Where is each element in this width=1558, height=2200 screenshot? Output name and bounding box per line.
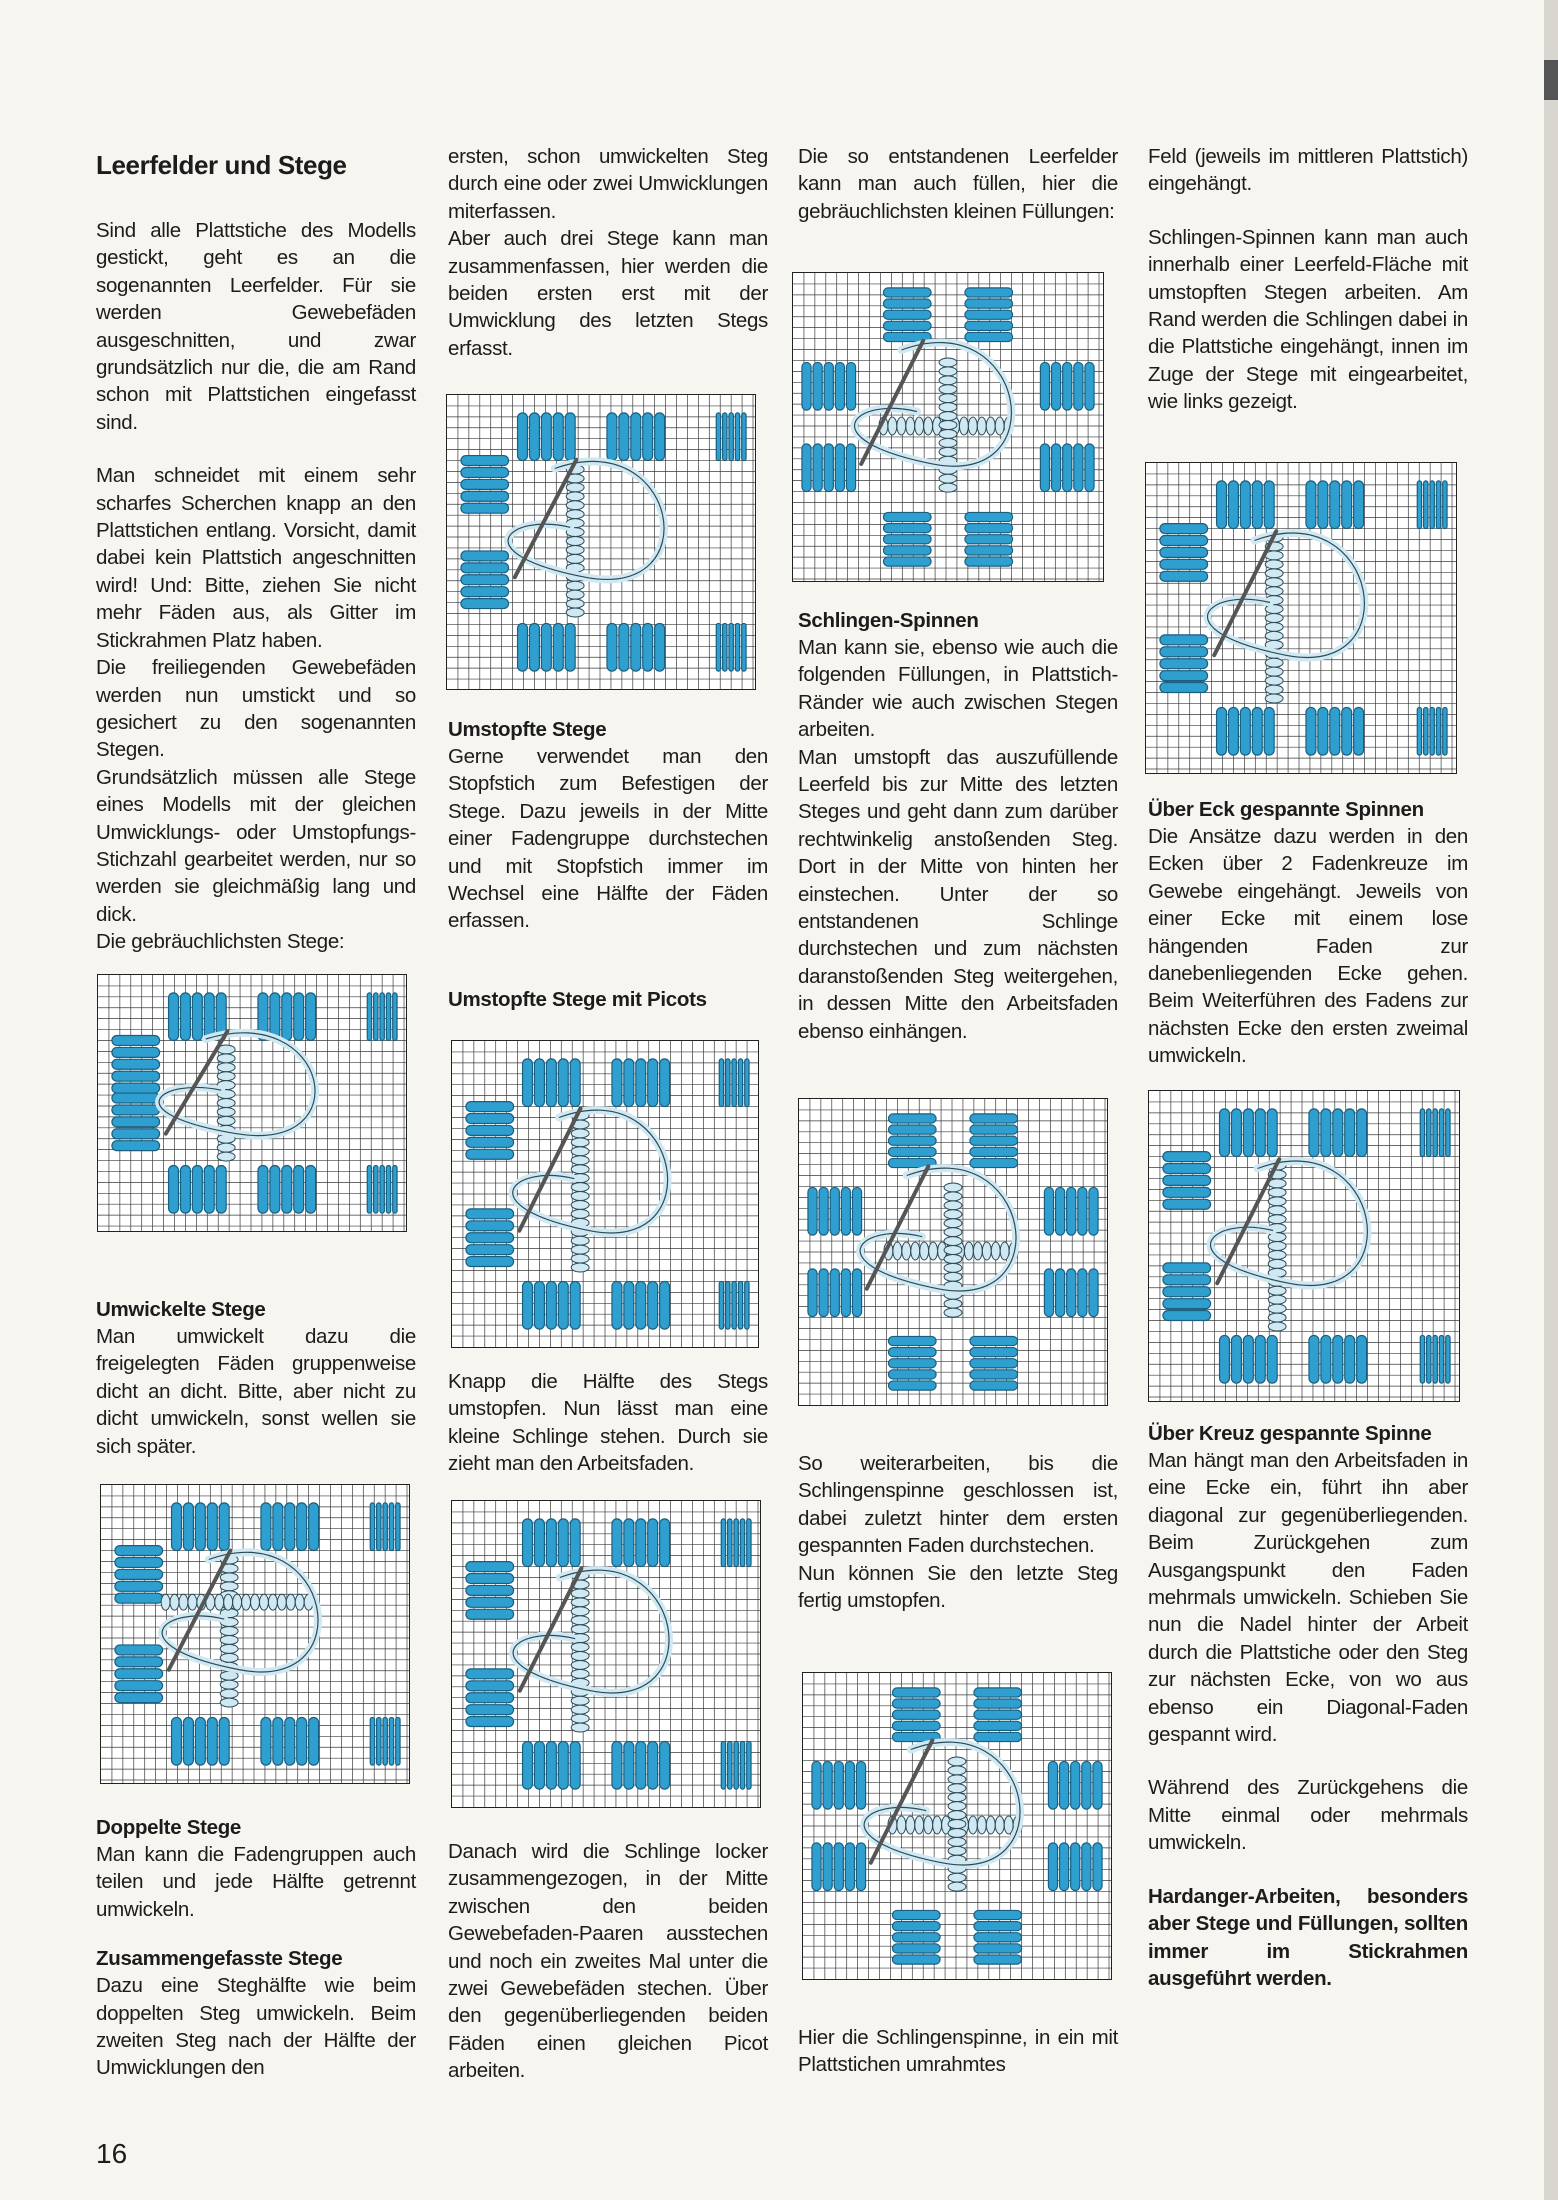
heading-umstopfte-stege: Umstopfte Stege [448,718,607,741]
column-1-lower [96,1296,416,1460]
wrapped-bar [161,1594,313,1610]
satin-block [367,993,397,1041]
text-kreuz-spinne: Man hängt man den Arbeitsfaden in eine Ecke ein, führt ihn aber diagonal zur gegenüberliegenden. Beim Zurückgehen zum Ausgangspunkt den Faden mehrmals umwickeln. Schieben Sie nun die Nadel hinter der Arbeit durch die Plattstiche oder den Steg zur nächsten Ecke, von wo aus ebenso ein Diagonal-Faden gespannt wird. [1148,1449,1468,1747]
satin-block [612,1281,670,1329]
wrapped-bar [939,358,957,492]
figure-picots [451,1500,761,1808]
satin-block [892,1688,940,1742]
text-so-weiterarbeiten: So weiterarbeiten, bis die Schlingenspinne geschlossen ist, dabei zuletzt hinter dem ersten gespannten Faden durchstechen. [798,1452,1118,1558]
figure-kreuz-spinne [1148,1090,1460,1402]
satin-block [612,1741,670,1789]
figure-umstopfte-stege [451,1040,759,1348]
satin-block [172,1717,230,1765]
satin-block [1048,1761,1102,1809]
satin-block [518,413,576,461]
heading-leerfelder: Leerfelder und Stege [96,150,347,180]
figure-eck-spinnen [1145,462,1457,774]
satin-block [1044,1269,1098,1317]
satin-block [461,456,509,514]
satin-block [716,413,746,461]
satin-block [965,512,1013,566]
figure-umwickelte-stege-svg [98,975,406,1231]
text-schlingen-1: Man kann sie, ebenso wie auch die folgenden Füllungen, in Plattstich-Ränder wie auch zwischen Stegen arbeiten. [798,636,1118,742]
satin-block [812,1761,866,1809]
satin-block [523,1281,581,1329]
satin-block [1220,1109,1278,1157]
column-3-weiter [798,1450,1118,1614]
fabric-grid [452,1041,758,1347]
satin-block [1163,1152,1211,1210]
satin-block [719,1059,749,1107]
satin-block [523,1059,581,1107]
text-eck-spinnen: Die Ansätze dazu werden in den Ecken über 2 Fadenkreuze im Gewebe eingehängt. Jeweils von einer Ecke mit einem lose hängenden Faden zur danebenliegenden Ecke gehen. Beim Weiterführen des Fadens zur nächsten Ecke den ersten zweimal umwickeln. [1148,825,1468,1068]
satin-block [970,1114,1018,1168]
satin-block [370,1717,400,1765]
text-knapp: Knapp die Hälfte des Stegs umstopfen. Nun lässt man eine kleine Schlinge stehen. Durch sie zieht man den Arbeitsfaden. [448,1370,768,1476]
satin-block [523,1741,581,1789]
text-gebraeuchlichste: Die gebräuchlichsten Stege: [96,930,345,954]
satin-block [1048,1843,1102,1891]
column-1 [96,150,416,956]
column-4-kreuz [1148,1420,1468,1992]
column-4 [1148,143,1468,416]
satin-block [721,1519,751,1567]
text-waehrend: Während des Zurückgehens die Mitte einmal oder mehrmals umwickeln. [1148,1776,1468,1855]
satin-block [965,288,1013,342]
page-number: 16 [96,2138,128,2169]
text-drei-stege: Aber auch drei Stege kann man zusammenfassen, hier werden die beiden ersten erst mit der Umwicklung des letzten Stegs erfasst. [448,227,768,360]
figure-zusammengefasste-stege [446,394,756,690]
heading-eck-spinnen: Über Eck gespannte Spinnen [1148,798,1424,821]
satin-block [518,623,576,671]
satin-block [1217,481,1275,529]
figure-zusammengefasste-stege-svg [447,395,755,689]
fabric-grid [101,1485,409,1783]
satin-block [1420,1109,1450,1157]
figure-schlingenspinne-rahmen [802,1672,1112,1980]
satin-block [169,1166,227,1214]
column-2-knapp [448,1368,768,1478]
satin-block [888,1336,936,1390]
heading-umstopfte-picots: Umstopfte Stege mit Picots [448,988,707,1011]
heading-zusammengefasste-stege: Zusammengefasste Stege [96,1947,343,1971]
wrapped-bar [1268,1161,1286,1331]
wrapped-bar [1265,533,1283,703]
text-umstopfte-stege: Gerne verwendet man den Stopfstich zum Befestigen der Stege. Dazu jeweils in der Mitte einer Fadengruppe durchstechen und mit Stopfstich immer im Wechsel eine Hälfte der Fäden erfassen. [448,745,768,933]
satin-block [367,1166,397,1214]
figure-umstopfte-stege-svg [452,1041,758,1347]
figure-fuellungen [792,272,1104,582]
column-3-schlingen [798,607,1118,1045]
figure-schlingenspinne-rahmen-svg [803,1673,1111,1979]
heading-umwickelte-stege: Umwickelte Stege [96,1298,266,1321]
satin-block [1417,707,1447,755]
satin-block [112,1036,160,1094]
wrapped-bar [944,1183,962,1317]
satin-block [258,1166,316,1214]
figure-picots-svg [452,1501,760,1807]
satin-block [883,512,931,566]
text-grundsaetzlich: Grundsätzlich müssen alle Stege eines Modells mit der gleichen Umwicklungs- oder Umstopfungs-Stichzahl gearbeitet werden, nur so werden sie gleichmäßig lang und dick. [96,765,416,926]
text-leerfelder-fuellen: Die so entstandenen Leerfelder kann man auch füllen, hier die gebräuchlichsten kleinen Füllungen: [798,145,1118,223]
satin-block [1217,707,1275,755]
page-edge [1544,0,1558,2200]
satin-block [523,1519,581,1567]
text-danach: Danach wird die Schlinge locker zusammengezogen, in der Mitte zwischen den beiden Gewebefaden-Paaren ausstechen und noch ein zweites Mal unter die zwei Gewebefäden stechen. Über den gegenüberliegenden beiden Fäden einen gleichen Picot arbeiten. [448,1840,768,2083]
text-hardanger-hinweis: Hardanger-Arbeiten, besonders aber Stege und Füllungen, sollten immer im Stickrahmen ausgeführt werden. [1148,1884,1468,1990]
satin-block [1306,707,1364,755]
heading-schlingen-spinnen: Schlingen-Spinnen [798,609,979,632]
text-leerfelder-intro: Sind alle Plattstiche des Modells gestickt, geht es an die sogenannten Leerfelder. Für sie werden Gewebefäden ausgeschnitten, und zwar grundsätzlich nur die, die am Rand schon mit Plattstichen eingefasst sind. [96,219,416,434]
satin-block [802,362,856,410]
satin-block [721,1741,751,1789]
figure-doppelte-stege [100,1484,410,1784]
figure-schlingen-spinnen [798,1098,1108,1406]
satin-block [808,1187,862,1235]
satin-block [1160,635,1208,693]
wrapped-bar [220,1555,238,1707]
wrapped-bar [571,1111,589,1272]
satin-block [607,623,665,671]
text-gewebefaeden: Die freiliegenden Gewebefäden werden nun umstickt und so gesichert zu den sogenannten Stegen. [96,656,416,762]
figure-kreuz-spinne-svg [1149,1091,1459,1401]
text-schlingen-innerhalb: Schlingen-Spinnen kann man auch innerhalb einer Leerfeld-Fläche mit umstopften Stegen arbeiten. Am Rand werden die Schlingen dabei in die Plattstiche eingehängt, innen im Zuge der Stege mit eingearbeitet, wie links gezeigt. [1148,225,1468,414]
column-2-umstopfte [448,716,768,935]
satin-block [1163,1263,1211,1321]
satin-block [970,1336,1018,1390]
satin-block [1040,362,1094,410]
column-1-bottom [96,1814,416,2082]
heading-kreuz-spinne: Über Kreuz gespannte Spinne [1148,1422,1432,1445]
fabric-grid [1146,463,1456,773]
figure-fuellungen-svg [793,273,1103,581]
wrapped-bar [566,465,584,617]
satin-block [716,623,746,671]
satin-block [808,1269,862,1317]
column-2 [448,143,768,362]
text-ersten-steg: ersten, schon umwickelten Steg durch eine oder zwei Umwicklungen miterfassen. [448,145,768,223]
satin-block [1040,444,1094,492]
column-2-picots [448,986,768,1013]
text-umwickelte-stege: Man umwickelt dazu die freigelegten Fäden gruppenweise dicht an dicht. Bitte, aber nicht zu dicht umwickeln, sonst wellen sie sich später. [96,1325,416,1458]
column-4-eck [1148,796,1468,1070]
satin-block [1044,1187,1098,1235]
text-hier-schlingenspinne: Hier die Schlingenspinne, in ein mit Plattstichen umrahmtes [798,2026,1118,2077]
text-zusammengefasste-stege: Dazu eine Steghälfte wie beim doppelten Steg umwickeln. Beim zweiten Steg nach der Hälfte der Umwicklungen den [96,1974,416,2080]
text-nun-steg: Nun können Sie den letzte Steg fertig umstopfen. [798,1561,1118,1613]
figure-doppelte-stege-svg [101,1485,409,1783]
satin-block [1220,1335,1278,1383]
satin-block [1160,524,1208,582]
satin-block [112,1093,160,1151]
satin-block [612,1519,670,1567]
fabric-grid [1149,1091,1459,1401]
satin-block [607,413,665,461]
satin-block [1417,481,1447,529]
fabric-grid [447,395,755,689]
text-schlingen-2: Man umstopft das auszufüllende Leerfeld bis zur Mitte des letzten Steges und geht dann zum darüber rechtwinkelig anstoßenden Steg. Dort in der Mitte von hinten her einstechen. Unter der so entstandenen Schlinge durchstechen und zum nächsten daranstoßenden Steg weitergehen, in dessen Mitte den Arbeitsfaden ebenso einhängen. [798,745,1118,1043]
text-schneiden: Man schneidet mit einem sehr scharfes Scherchen knapp an den Plattstichen entlang. Vorsicht, damit dabei kein Plattstich angeschnitten wird! Und: Bitte, ziehen Sie nicht mehr Fäden aus, als Gitter im Stickrahmen Platz haben. [96,464,416,652]
satin-block [612,1059,670,1107]
satin-block [466,1669,514,1727]
satin-block [974,1688,1022,1742]
satin-block [466,1102,514,1160]
satin-block [974,1910,1022,1964]
wrapped-bar [571,1571,589,1732]
satin-block [888,1114,936,1168]
column-3 [798,143,1118,225]
satin-block [115,1546,163,1604]
satin-block [1309,1335,1367,1383]
satin-block [1420,1335,1450,1383]
heading-doppelte-stege: Doppelte Stege [96,1816,242,1839]
satin-block [812,1843,866,1891]
satin-block [261,1503,319,1551]
text-doppelte-stege: Man kann die Fadengruppen auch teilen und jede Hälfte getrennt umwickeln. [96,1843,416,1921]
figure-umwickelte-stege [97,974,407,1232]
satin-block [802,444,856,492]
page-edge-mark [1544,60,1558,100]
satin-block [370,1503,400,1551]
satin-block [719,1281,749,1329]
wrapped-bar [948,1757,966,1891]
satin-block [261,1717,319,1765]
satin-block [115,1645,163,1703]
satin-block [466,1209,514,1267]
column-3-bottom [798,2024,1118,2079]
satin-block [466,1562,514,1620]
satin-block [1306,481,1364,529]
text-feld-eingehaengt: Feld (jeweils im mittleren Plattstich) eingehängt. [1148,145,1468,196]
satin-block [892,1910,940,1964]
figure-eck-spinnen-svg [1146,463,1456,773]
figure-schlingen-spinnen-svg [799,1099,1107,1405]
satin-block [1309,1109,1367,1157]
column-2-danach [448,1838,768,2085]
satin-block [172,1503,230,1551]
satin-block [461,551,509,609]
satin-block [883,288,931,342]
needle-icon [861,341,923,464]
fabric-grid [452,1501,760,1807]
